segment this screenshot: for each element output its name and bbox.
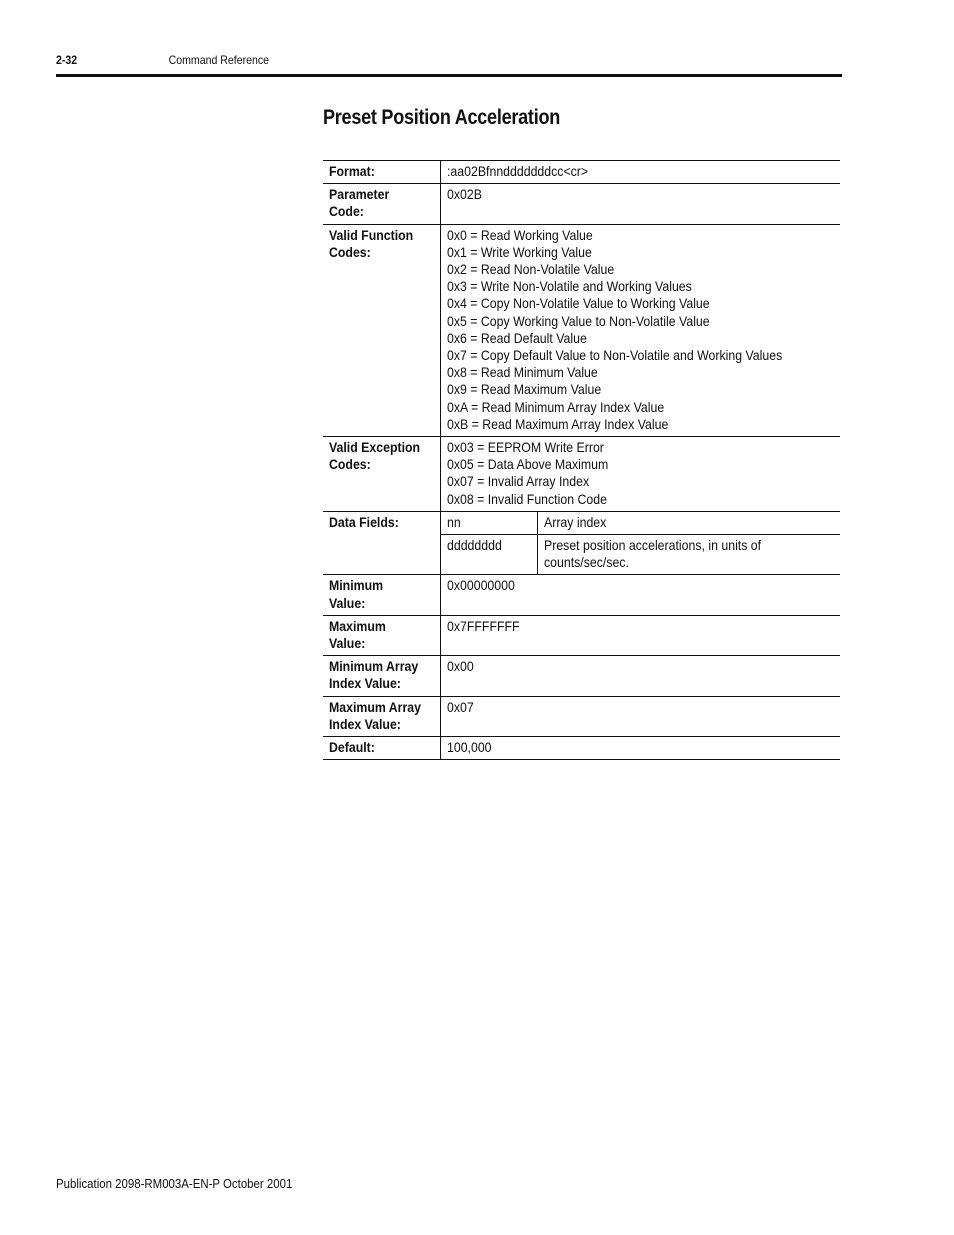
format-label: Format: — [329, 163, 375, 179]
default-label: Default: — [329, 739, 375, 756]
function-code-item: 0xB = Read Maximum Array Index Value — [446, 415, 668, 432]
exception-codes-label-2: Codes: — [329, 456, 371, 473]
maximum-array-index-label: Maximum Array — [329, 698, 421, 715]
minimum-value-row — [323, 575, 840, 615]
exception-code-item: 0x03 = EEPROM Write Error — [446, 439, 604, 456]
minimum-array-index-value: 0x00 — [446, 658, 474, 675]
data-field-desc: Array index — [543, 513, 606, 530]
page-number: 2-32 — [56, 53, 78, 67]
function-code-item: 0x0 = Read Working Value — [446, 226, 593, 243]
minimum-array-index-row — [323, 656, 840, 696]
minimum-value-label: Minimum — [329, 577, 384, 594]
format-value: :aa02Bfnndddddddcc<cr> — [446, 163, 588, 179]
header-rule — [56, 74, 842, 77]
maximum-array-index-label-2: Index Value: — [329, 715, 401, 732]
function-code-item: 0xA = Read Minimum Array Index Value — [446, 398, 664, 415]
minimum-array-index-label: Minimum Array — [329, 658, 419, 675]
running-header — [56, 50, 748, 74]
function-codes-label-2: Codes: — [329, 243, 371, 260]
function-code-item: 0x8 = Read Minimum Value — [446, 364, 598, 381]
data-field-name: nn — [446, 513, 461, 530]
section-name: Command Reference — [168, 53, 270, 67]
data-fields-label: Data Fields: — [329, 513, 399, 530]
exception-codes-label: Valid Exception — [329, 439, 421, 456]
maximum-value-label-2: Value: — [329, 635, 366, 652]
default-value: 100,000 — [446, 739, 492, 756]
minimum-array-index-label-2: Index Value: — [329, 675, 401, 692]
data-fields-table — [441, 512, 840, 575]
maximum-array-index-row — [323, 696, 840, 736]
function-codes-list — [440, 224, 840, 436]
exception-code-item: 0x05 = Data Above Maximum — [446, 456, 608, 473]
valid-function-codes-row — [323, 224, 840, 436]
function-code-item: 0x3 = Write Non-Volatile and Working Values — [446, 278, 692, 295]
function-codes-label: Valid Function — [329, 226, 414, 243]
data-field-row — [441, 535, 840, 575]
default-row — [323, 737, 840, 760]
function-code-item: 0x4 = Copy Non-Volatile Value to Working Value — [446, 295, 710, 312]
page-title: Preset Position Acceleration — [323, 106, 561, 129]
valid-exception-codes-row — [323, 437, 840, 512]
function-code-item: 0x1 = Write Working Value — [446, 243, 592, 260]
exception-code-item: 0x07 = Invalid Array Index — [446, 473, 589, 490]
maximum-value: 0x7FFFFFFF — [446, 617, 520, 634]
parameter-code-label: Parameter — [329, 186, 390, 203]
parameter-code-row — [323, 184, 840, 224]
data-field-desc: Preset position accelerations, in units of counts/sec/sec. — [543, 537, 761, 571]
maximum-value-label: Maximum — [329, 617, 386, 634]
maximum-array-index-value: 0x07 — [446, 698, 474, 715]
data-fields-row — [323, 511, 840, 575]
publication-footer: Publication 2098-RM003A-EN-P October 2001 — [56, 1176, 293, 1191]
data-field-row — [441, 512, 840, 535]
minimum-value-label-2: Value: — [329, 594, 366, 611]
parameter-code-value: 0x02B — [446, 186, 482, 203]
maximum-value-row — [323, 615, 840, 655]
data-field-name: dddddddd — [446, 537, 502, 554]
function-code-item: 0x2 = Read Non-Volatile Value — [446, 261, 614, 278]
function-code-item: 0x5 = Copy Working Value to Non-Volatile Value — [446, 312, 710, 329]
parameter-code-label-2: Code: — [329, 203, 364, 220]
minimum-value: 0x00000000 — [446, 577, 515, 594]
function-code-item: 0x9 = Read Maximum Value — [446, 381, 601, 398]
command-reference-table — [323, 160, 840, 760]
exception-code-item: 0x08 = Invalid Function Code — [446, 490, 607, 507]
function-code-item: 0x7 = Copy Default Value to Non-Volatile and Working Values — [446, 347, 782, 364]
function-code-item: 0x6 = Read Default Value — [446, 329, 587, 346]
format-row — [323, 161, 840, 184]
exception-codes-list — [440, 437, 840, 512]
